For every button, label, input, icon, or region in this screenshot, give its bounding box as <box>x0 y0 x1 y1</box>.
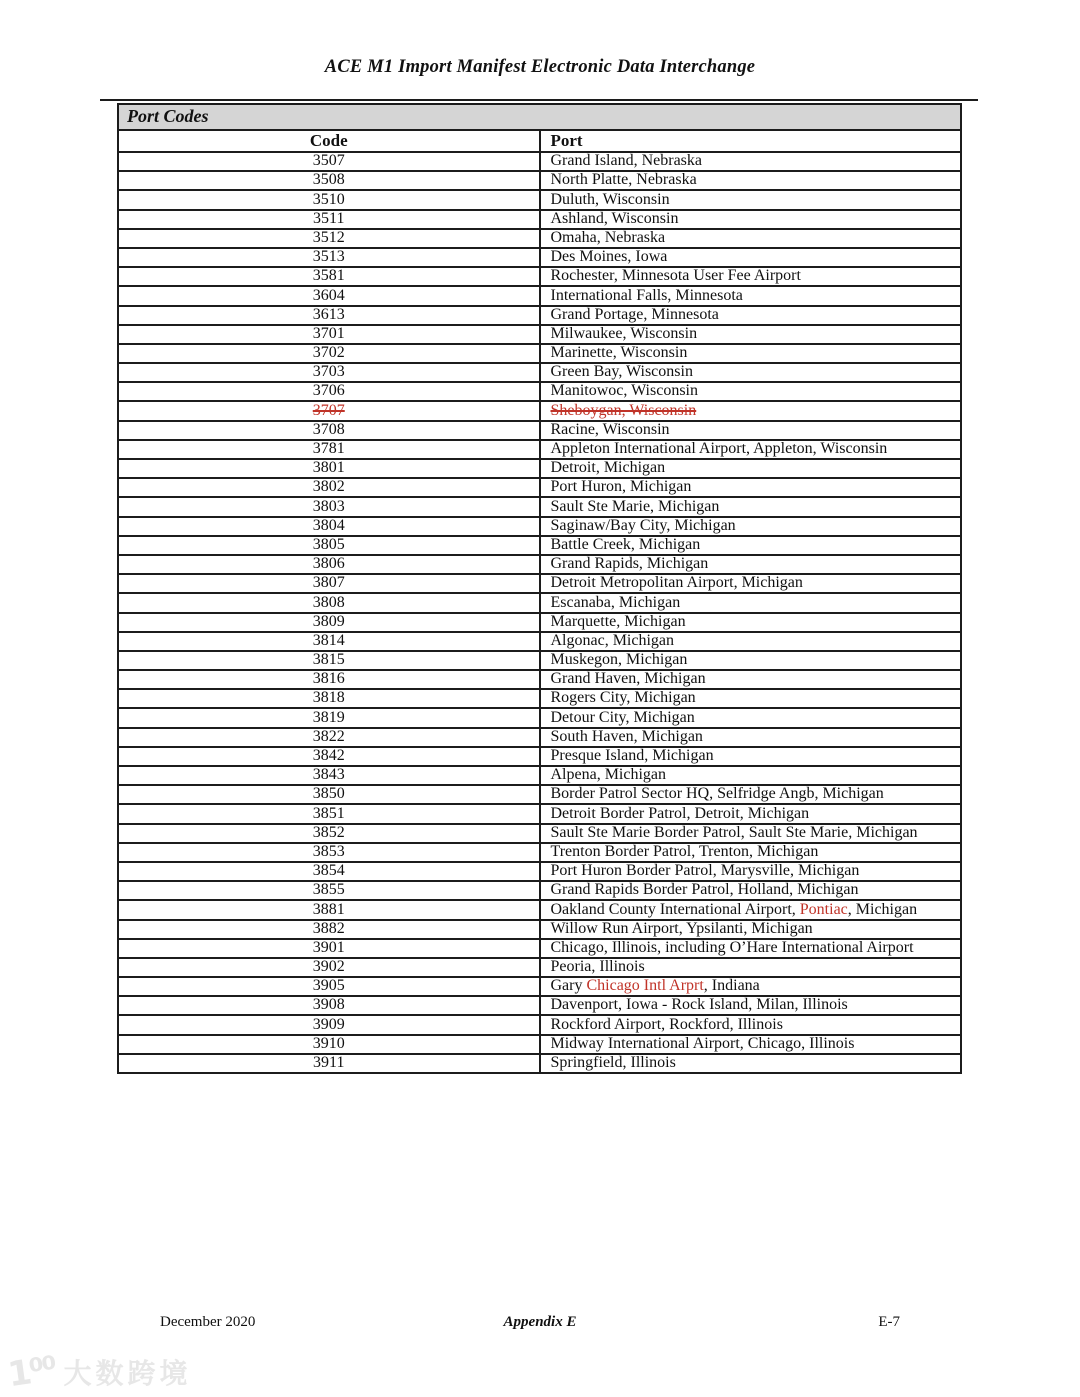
code-cell: 3707 <box>118 401 540 420</box>
port-cell <box>540 248 962 267</box>
port-text-segment: Rockford Airport, Rockford, Illinois <box>550 1015 783 1033</box>
port-text-segment: Appleton International Airport, Appleton, Wisconsin <box>550 440 888 457</box>
table-row <box>118 939 961 958</box>
port-text-segment: Border Patrol Sector HQ, Selfridge Angb, Michigan <box>550 785 884 803</box>
port-cell <box>540 210 962 229</box>
port-text-segment: Saginaw/Bay City, Michigan <box>550 516 736 534</box>
table-row <box>118 670 961 689</box>
table-row <box>118 190 961 209</box>
code-cell: 3511 <box>118 210 540 229</box>
port-text-segment: Grand Rapids, Michigan <box>550 555 709 573</box>
port-cell <box>540 440 962 459</box>
port-cell <box>540 593 962 612</box>
code-cell: 3507 <box>118 152 540 171</box>
port-cell <box>540 804 962 823</box>
port-text-segment: Midway International Airport, Chicago, Illinois <box>550 1034 855 1052</box>
port-text-segment: Grand Haven, Michigan <box>550 670 706 688</box>
port-text-segment: Algonac, Michigan <box>550 631 675 649</box>
port-text-segment: Marinette, Wisconsin <box>550 344 688 362</box>
code-cell: 3910 <box>118 1035 540 1054</box>
table-row <box>118 344 961 363</box>
code-cell: 3881 <box>118 900 540 919</box>
code-cell: 3604 <box>118 286 540 305</box>
table-row <box>118 881 961 900</box>
column-header-code: Code <box>118 130 540 152</box>
port-cell <box>540 900 962 919</box>
port-cell <box>540 382 962 401</box>
table-row <box>118 862 961 881</box>
port-cell <box>540 1015 962 1034</box>
table-row <box>118 1054 961 1073</box>
port-cell <box>540 881 962 900</box>
code-cell: 3901 <box>118 939 540 958</box>
port-cell <box>540 1054 962 1073</box>
code-cell: 3814 <box>118 632 540 651</box>
code-cell: 3801 <box>118 459 540 478</box>
table-row <box>118 401 961 420</box>
port-text-segment: Sault Ste Marie, Michigan <box>550 497 720 515</box>
port-cell <box>540 670 962 689</box>
port-cell <box>540 977 962 996</box>
page-footer <box>0 1314 1080 1336</box>
table-row <box>118 536 961 555</box>
table-top-rule <box>100 99 978 101</box>
port-text-segment: Peoria, Illinois <box>550 958 645 976</box>
table-row <box>118 1015 961 1034</box>
code-cell: 3905 <box>118 977 540 996</box>
code-cell: 3512 <box>118 229 540 248</box>
port-text-segment: Oakland County International Airport, <box>550 900 800 918</box>
port-cell <box>540 229 962 248</box>
code-cell: 3802 <box>118 478 540 497</box>
port-text-segment: Escanaba, Michigan <box>550 593 681 611</box>
footer-page-number: E-7 <box>878 1314 900 1330</box>
code-cell: 3822 <box>118 728 540 747</box>
port-text-segment: Omaha, Nebraska <box>550 228 666 246</box>
table-row <box>118 728 961 747</box>
port-text-segment: Port Huron Border Patrol, Marysville, Michigan <box>550 862 860 880</box>
table-row <box>118 843 961 862</box>
port-cell <box>540 843 962 862</box>
code-cell: 3703 <box>118 363 540 382</box>
code-cell: 3815 <box>118 651 540 670</box>
port-text-segment: Detour City, Michigan <box>550 708 695 726</box>
port-cell <box>540 555 962 574</box>
code-cell: 3909 <box>118 1015 540 1034</box>
port-text-segment: Sault Ste Marie Border Patrol, Sault Ste Marie, Michigan <box>550 823 918 841</box>
port-text-segment: Chicago Intl Arprt <box>586 977 704 995</box>
port-cell <box>540 267 962 286</box>
port-cell <box>540 497 962 516</box>
watermark-logo-icon: 1⁰⁰ <box>5 1348 59 1396</box>
port-text-segment: Marquette, Michigan <box>550 612 686 630</box>
code-cell: 3581 <box>118 267 540 286</box>
code-cell: 3851 <box>118 804 540 823</box>
port-cell <box>540 766 962 785</box>
port-cell <box>540 421 962 440</box>
port-text-segment: Sheboygan, Wisconsin <box>550 401 697 419</box>
port-cell <box>540 574 962 593</box>
table-row <box>118 555 961 574</box>
code-cell: 3855 <box>118 881 540 900</box>
port-cell <box>540 171 962 190</box>
table-row <box>118 171 961 190</box>
footer-date: December 2020 <box>160 1314 256 1330</box>
table-row <box>118 382 961 401</box>
port-text-segment: Muskegon, Michigan <box>550 651 688 669</box>
table-row <box>118 497 961 516</box>
code-cell: 3513 <box>118 248 540 267</box>
table-row <box>118 152 961 171</box>
code-cell: 3803 <box>118 497 540 516</box>
port-text-segment: Milwaukee, Wisconsin <box>550 324 698 342</box>
port-cell <box>540 152 962 171</box>
port-text-segment: Des Moines, Iowa <box>550 248 668 266</box>
port-text-segment: Chicago, Illinois, including O’Hare International Airport <box>550 938 914 956</box>
port-cell <box>540 536 962 555</box>
port-text-segment: Ashland, Wisconsin <box>550 209 679 227</box>
table-row <box>118 708 961 727</box>
port-text-segment: , Michigan <box>847 900 918 918</box>
port-cell <box>540 325 962 344</box>
table-row <box>118 651 961 670</box>
port-text-segment: Presque Island, Michigan <box>550 747 714 764</box>
port-cell <box>540 363 962 382</box>
table-row <box>118 785 961 804</box>
code-cell: 3816 <box>118 670 540 689</box>
code-cell: 3805 <box>118 536 540 555</box>
code-cell: 3843 <box>118 766 540 785</box>
code-cell: 3613 <box>118 306 540 325</box>
column-header-port: Port <box>540 130 962 152</box>
code-cell: 3781 <box>118 440 540 459</box>
port-text-segment: Grand Island, Nebraska <box>550 152 702 170</box>
code-cell: 3702 <box>118 344 540 363</box>
table-row <box>118 900 961 919</box>
code-cell: 3510 <box>118 190 540 209</box>
table-row <box>118 478 961 497</box>
code-cell: 3852 <box>118 824 540 843</box>
port-cell <box>540 996 962 1015</box>
port-text-segment: Willow Run Airport, Ypsilanti, Michigan <box>550 919 813 937</box>
table-row <box>118 286 961 305</box>
port-cell <box>540 401 962 420</box>
footer-appendix-label: Appendix E <box>503 1314 577 1330</box>
port-cell <box>540 459 962 478</box>
code-cell: 3701 <box>118 325 540 344</box>
watermark <box>5 1348 192 1396</box>
port-cell <box>540 632 962 651</box>
port-text-segment: Battle Creek, Michigan <box>550 535 701 553</box>
table-row <box>118 210 961 229</box>
table-row <box>118 689 961 708</box>
document-header-title: ACE M1 Import Manifest Electronic Data Interchange <box>324 57 756 77</box>
code-cell: 3853 <box>118 843 540 862</box>
port-cell <box>540 939 962 958</box>
code-cell: 3806 <box>118 555 540 574</box>
port-cell <box>540 651 962 670</box>
port-text-segment: Grand Portage, Minnesota <box>550 305 719 323</box>
code-cell: 3804 <box>118 517 540 536</box>
table-row <box>118 958 961 977</box>
port-text-segment: South Haven, Michigan <box>550 727 703 745</box>
port-text-segment: Grand Rapids Border Patrol, Holland, Michigan <box>550 881 859 899</box>
port-text-segment: Trenton Border Patrol, Trenton, Michigan <box>550 842 819 860</box>
port-text-segment: North Platte, Nebraska <box>550 171 697 189</box>
port-text-segment: Duluth, Wisconsin <box>550 190 670 208</box>
code-cell: 3908 <box>118 996 540 1015</box>
table-row <box>118 996 961 1015</box>
port-cell <box>540 1035 962 1054</box>
port-text-segment: Rochester, Minnesota User Fee Airport <box>550 267 801 285</box>
port-text-segment: Rogers City, Michigan <box>550 689 696 707</box>
port-text-segment: International Falls, Minnesota <box>550 286 743 304</box>
table-row <box>118 421 961 440</box>
table-row <box>118 248 961 267</box>
code-cell: 3508 <box>118 171 540 190</box>
port-text-segment: Springfield, Illinois <box>550 1054 676 1071</box>
code-cell: 3911 <box>118 1054 540 1073</box>
table-row <box>118 267 961 286</box>
port-cell <box>540 478 962 497</box>
code-cell: 3882 <box>118 920 540 939</box>
port-text-segment: Pontiac <box>799 900 848 918</box>
table-row <box>118 325 961 344</box>
port-cell <box>540 613 962 632</box>
port-text-segment: Detroit Metropolitan Airport, Michigan <box>550 574 803 592</box>
code-cell: 3854 <box>118 862 540 881</box>
port-cell <box>540 306 962 325</box>
code-cell: 3818 <box>118 689 540 708</box>
port-cell <box>540 344 962 363</box>
port-text-segment: Racine, Wisconsin <box>550 420 670 438</box>
port-cell <box>540 286 962 305</box>
port-cell <box>540 728 962 747</box>
port-cell <box>540 958 962 977</box>
table-row <box>118 977 961 996</box>
port-text-segment: Port Huron, Michigan <box>550 478 692 496</box>
code-cell: 3842 <box>118 747 540 766</box>
code-cell: 3850 <box>118 785 540 804</box>
port-text-segment: Davenport, Iowa - Rock Island, Milan, Illinois <box>550 996 848 1014</box>
table-row <box>118 517 961 536</box>
table-caption: Port Codes <box>118 104 961 130</box>
table-row <box>118 440 961 459</box>
port-codes-table <box>117 103 962 1074</box>
code-cell: 3902 <box>118 958 540 977</box>
code-cell: 3808 <box>118 593 540 612</box>
port-cell <box>540 824 962 843</box>
code-cell: 3706 <box>118 382 540 401</box>
table-row <box>118 306 961 325</box>
table-body <box>118 152 961 1073</box>
port-text-segment: , Indiana <box>703 977 760 995</box>
code-cell: 3807 <box>118 574 540 593</box>
table-row <box>118 824 961 843</box>
port-text-segment: Alpena, Michigan <box>550 766 667 784</box>
port-text-segment: Detroit, Michigan <box>550 459 666 477</box>
port-cell <box>540 517 962 536</box>
table-row <box>118 459 961 478</box>
table-row <box>118 804 961 823</box>
table-row <box>118 613 961 632</box>
port-text-segment: Green Bay, Wisconsin <box>550 363 693 381</box>
port-text-segment: Gary <box>550 977 587 995</box>
port-cell <box>540 785 962 804</box>
code-cell: 3809 <box>118 613 540 632</box>
table-caption-row <box>118 104 961 130</box>
table-row <box>118 747 961 766</box>
code-cell: 3708 <box>118 421 540 440</box>
watermark-text: 大数跨境 <box>63 1357 192 1390</box>
port-cell <box>540 708 962 727</box>
table-row <box>118 920 961 939</box>
port-cell <box>540 689 962 708</box>
port-cell <box>540 862 962 881</box>
table-row <box>118 766 961 785</box>
port-cell <box>540 190 962 209</box>
table-row <box>118 1035 961 1054</box>
table-row <box>118 229 961 248</box>
table-header-row <box>118 130 961 152</box>
port-text-segment: Manitowoc, Wisconsin <box>550 382 698 400</box>
code-cell: 3819 <box>118 708 540 727</box>
table-row <box>118 363 961 382</box>
table-row <box>118 574 961 593</box>
port-text-segment: Detroit Border Patrol, Detroit, Michigan <box>550 804 810 822</box>
table-row <box>118 593 961 612</box>
table-row <box>118 632 961 651</box>
port-cell <box>540 747 962 766</box>
port-cell <box>540 920 962 939</box>
